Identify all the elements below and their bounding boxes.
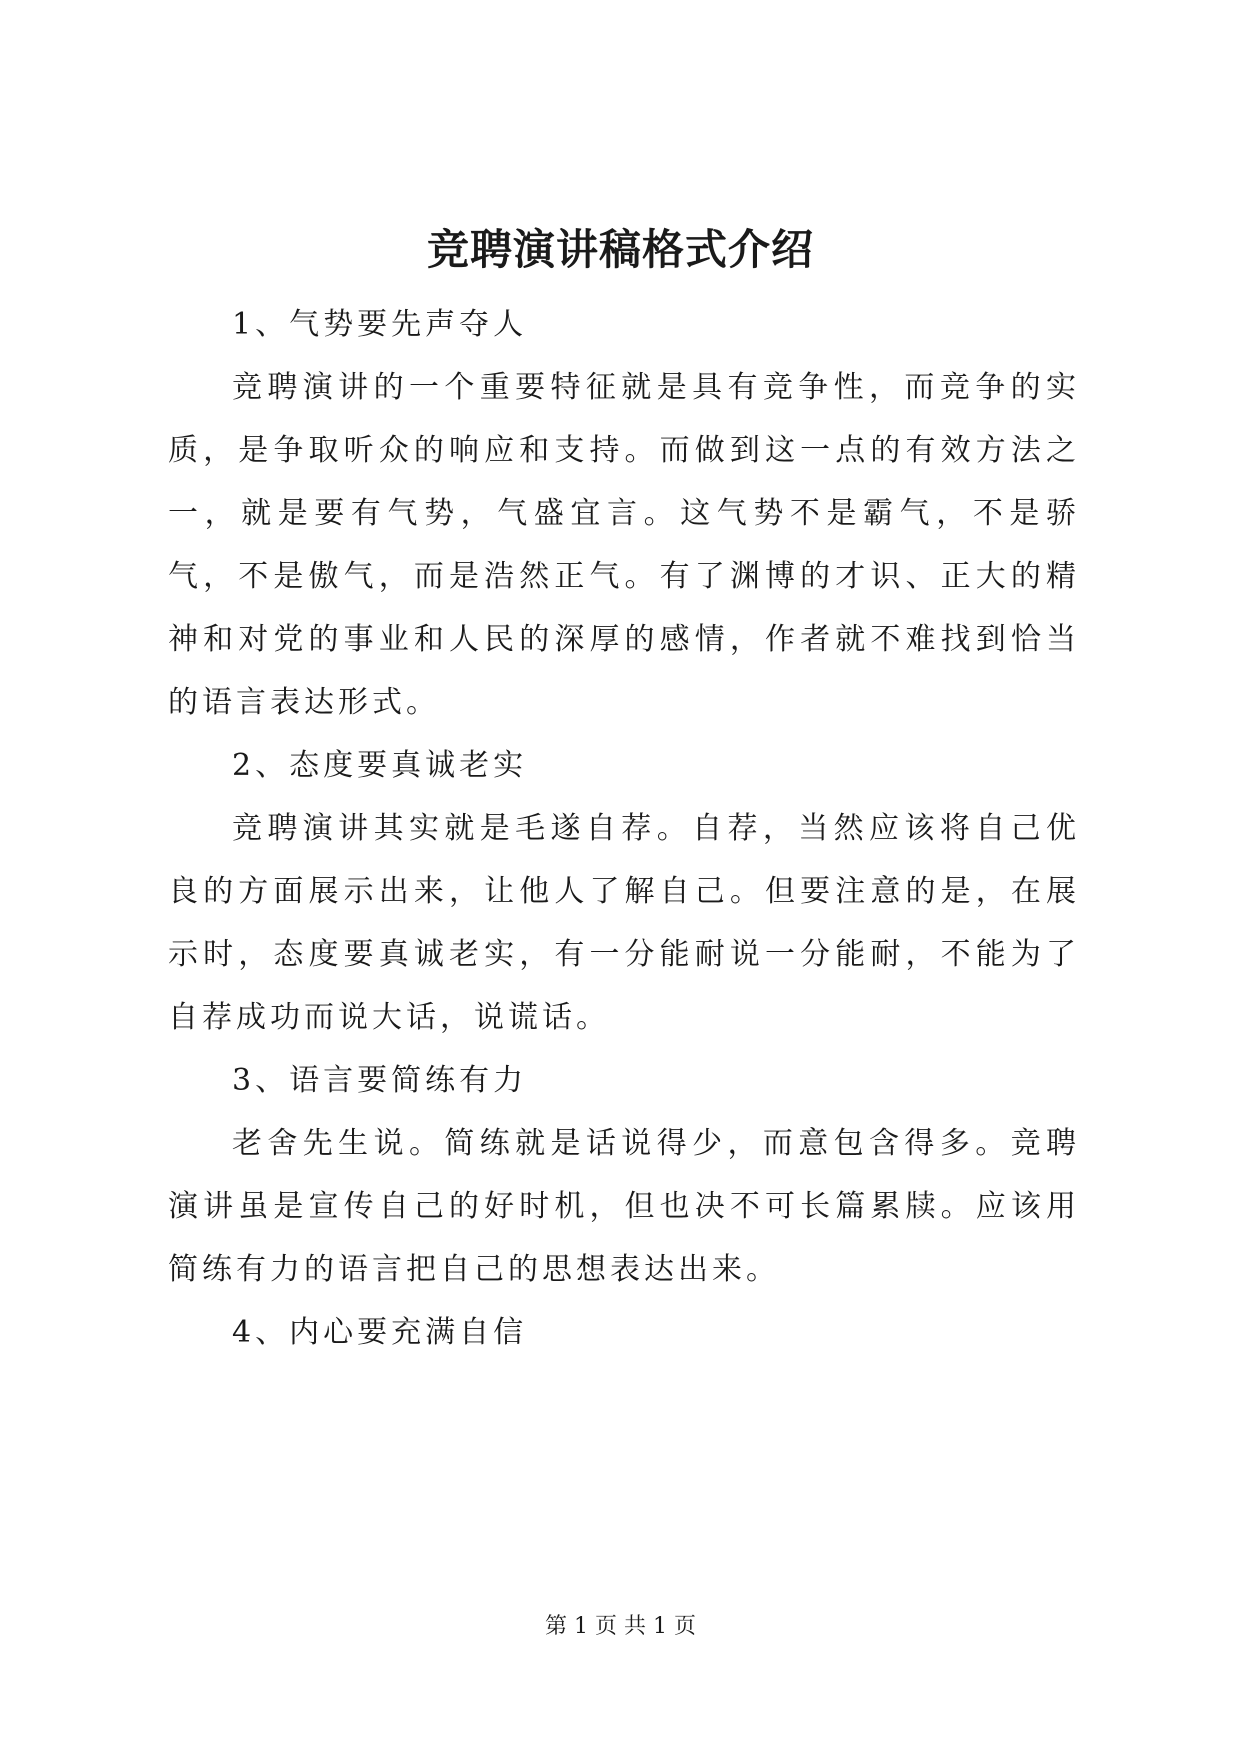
section-heading-4: 4、内心要充满自信 bbox=[232, 1315, 528, 1350]
section-paragraph-3: 老舍先生说。简练就是话说得少，而意包含得多。竞聘演讲虽是宣传自己的好时机，但也决不可长篇累牍。应该用简练有力的语言把自己的思想表达出来。 bbox=[168, 1126, 1080, 1287]
page-footer: 第 1 页 共 1 页 bbox=[545, 1614, 696, 1639]
section-paragraph-2: 竞聘演讲其实就是毛遂自荐。自荐，当然应该将自己优良的方面展示出来，让他人了解自己。但要注意的是，在展示时，态度要真诚老实，有一分能耐说一分能耐，不能为了自荐成功而说大话，说谎话。 bbox=[168, 811, 1080, 1035]
section-heading-3: 3、语言要简练有力 bbox=[232, 1063, 528, 1098]
document-body bbox=[168, 293, 1080, 1364]
section-paragraph-1: 竞聘演讲的一个重要特征就是具有竞争性，而竞争的实质，是争取听众的响应和支持。而做到这一点的有效方法之一，就是要有气势，气盛宜言。这气势不是霸气，不是骄气，不是傲气，而是浩然正气。有了渊博的才识、正大的精神和对党的事业和人民的深厚的感情，作者就不难找到恰当的语言表达形式。 bbox=[168, 370, 1080, 720]
document-title: 竞聘演讲稿格式介绍 bbox=[426, 225, 814, 274]
section-heading-2: 2、态度要真诚老实 bbox=[232, 748, 528, 783]
section-heading-1: 1、气势要先声夺人 bbox=[232, 307, 528, 342]
